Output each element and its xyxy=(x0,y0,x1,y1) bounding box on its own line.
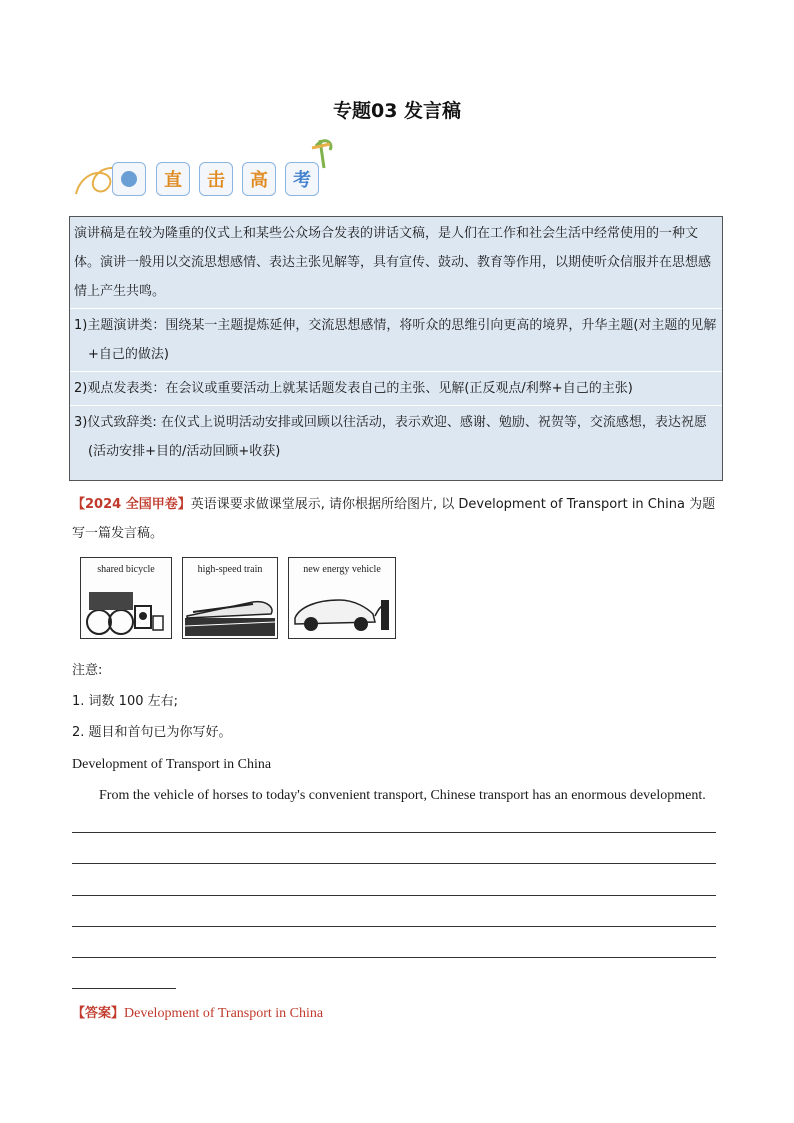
intro-item-3: 3)仪式致辞类: 在仪式上说明活动安排或回顾以往活动，表示欢迎、感谢、勉励、祝贺等，交流感想，表达祝愿(活动安排+目的/活动回顾+收获) xyxy=(74,415,707,459)
banner-chip-zhi: 直 xyxy=(156,162,190,196)
intro-item-1: 1)主题演讲类：围绕某一主题提炼延伸，交流思想感情，将听众的思维引向更高的境界，升华主题(对主题的见解+自己的做法) xyxy=(70,309,722,372)
image-shared-bicycle xyxy=(80,557,172,639)
writing-line xyxy=(72,957,716,958)
writing-line xyxy=(72,926,716,927)
intro-box xyxy=(69,216,723,481)
high-speed-train-illustration xyxy=(183,578,277,638)
note-2: 2. 题目和首句已为你写好。 xyxy=(72,725,232,740)
image-label: new energy vehicle xyxy=(303,564,381,575)
question-block xyxy=(72,490,722,548)
banner-chip-gao: 高 xyxy=(242,162,276,196)
answer-text: Development of Transport in China xyxy=(124,1006,324,1021)
writing-line xyxy=(72,863,716,864)
image-high-speed-train xyxy=(182,557,278,639)
intro-paragraph: 演讲稿是在较为隆重的仪式上和某些公众场合发表的讲话文稿，是人们在工作和社会生活中经常使用的一种文体。演讲一般用以交流思想感情、表达主张见解等，具有宣传、鼓动、教育等作用，以期使听众信服并在思想感情上产生共鸣。 xyxy=(70,217,722,309)
image-label: shared bicycle xyxy=(97,564,155,575)
section-banner xyxy=(72,132,342,202)
intro-item-2: 2)观点发表类：在会议或重要活动上就某话题发表自己的主张、见解(正反观点/利弊+自己的主张) xyxy=(70,372,722,406)
banner-chip-ji: 击 xyxy=(199,162,233,196)
image-new-energy-vehicle xyxy=(288,557,396,639)
carriage-bicycle-illustration xyxy=(81,578,171,638)
writing-line xyxy=(72,895,716,896)
electric-car-illustration xyxy=(289,578,395,638)
essay-first-sentence: From the vehicle of horses to today's convenient transport, Chinese transport has an enormous development. xyxy=(99,788,706,803)
separator-line xyxy=(72,988,176,989)
answer-block xyxy=(72,999,323,1028)
question-prompt: 英语课要求做课堂展示, 请你根据所给图片, 以 Development of Transport in China 为题写一篇发言稿。 xyxy=(72,497,716,541)
page-title: 专题03 发言稿 xyxy=(332,100,462,122)
question-source: 【2024 全国甲卷】 xyxy=(72,497,191,512)
note-1: 1. 词数 100 左右; xyxy=(72,694,178,709)
answer-tag: 【答案】 xyxy=(72,1006,125,1021)
image-label: high-speed train xyxy=(197,564,263,575)
writing-line xyxy=(72,832,716,833)
banner-dot-chip xyxy=(112,162,146,196)
essay-title: Development of Transport in China xyxy=(72,757,272,772)
banner-chip-kao: 考 xyxy=(285,162,319,196)
notes-header: 注意: xyxy=(72,663,103,678)
